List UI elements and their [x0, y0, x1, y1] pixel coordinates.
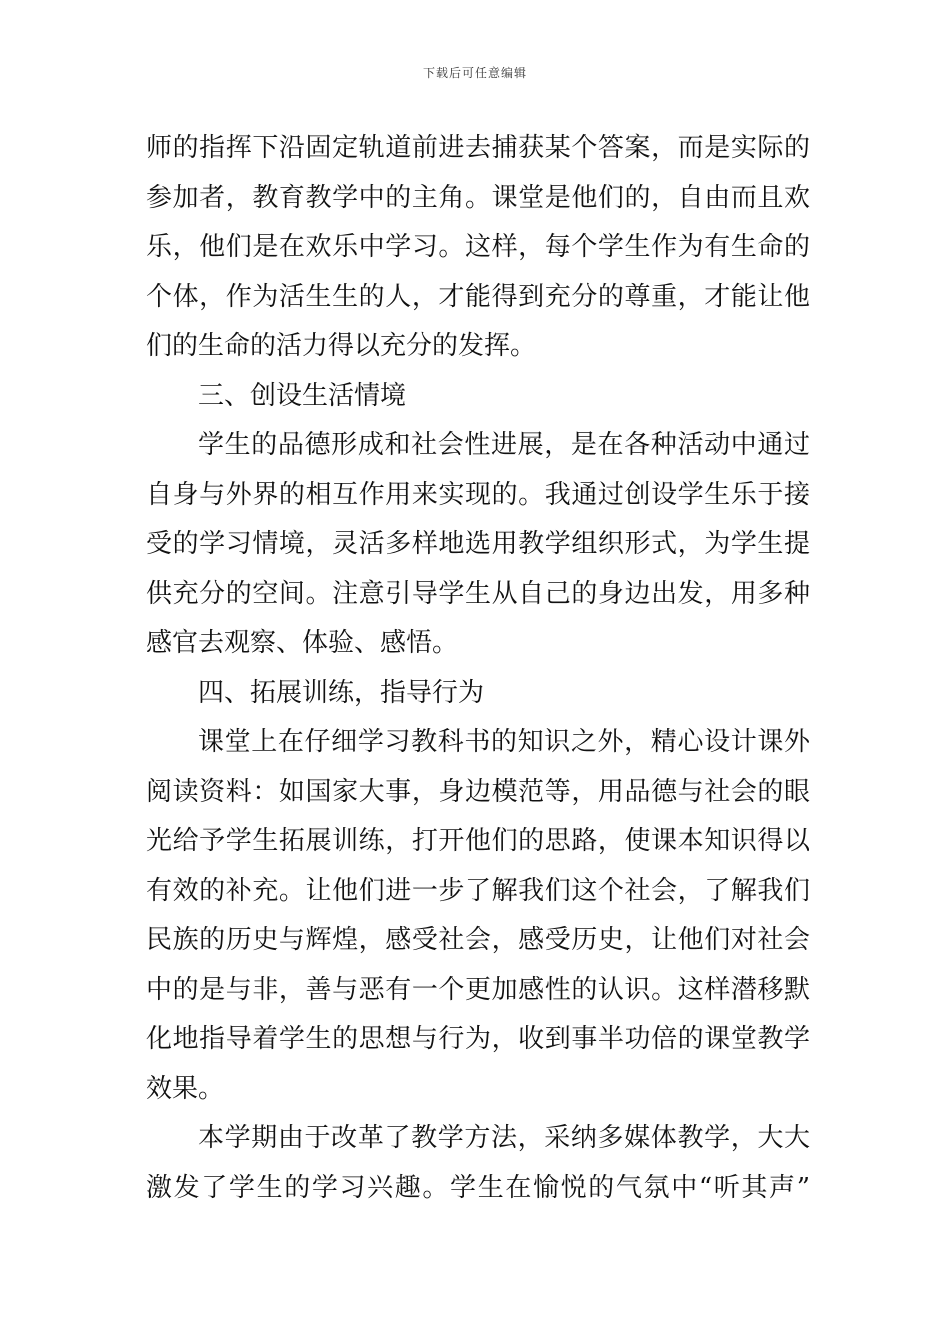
text-line: 感官去观察、体验、感悟。	[146, 628, 459, 658]
text-line: 有效的补充。让他们进一步了解我们这个社会，了解我们	[146, 875, 810, 906]
document-body	[146, 124, 810, 1213]
paragraph-first-line: 学生的品德形成和社会性进展，是在各种活动中通过	[198, 430, 810, 460]
text-line: 受的学习情境，灵活多样地选用教学组织形式，为学生提	[146, 529, 810, 559]
text-line: 们的生命的活力得以充分的发挥。	[146, 331, 537, 361]
section-heading: 三、创设生活情境	[198, 380, 407, 411]
text-line: 效果。	[146, 1073, 225, 1104]
text-line: 化地指导着学生的思想与行为，收到事半功倍的课堂教学	[146, 1024, 810, 1054]
text-line: 自身与外界的相互作用来实现的。我通过创设学生乐于接	[146, 479, 810, 510]
text-line: 民族的历史与辉煌，感受社会，感受历史，让他们对社会	[146, 925, 810, 955]
text-line: 激发了学生的学习兴趣。学生在愉悦的气氛中“听其声”	[146, 1172, 810, 1203]
paragraph-first-line: 课堂上在仔细学习教科书的知识之外，精心设计课外	[198, 727, 810, 757]
paragraph-first-line: 本学期由于改革了教学方法，采纳多媒体教学，大大	[198, 1123, 810, 1153]
section-heading: 四、拓展训练，指导行为	[198, 677, 485, 708]
text-line: 供充分的空间。注意引导学生从自己的身边出发，用多种	[146, 578, 810, 609]
text-line: 阅读资料：如国家大事，身边模范等，用品德与社会的眼	[146, 776, 810, 807]
text-line: 师的指挥下沿固定轨道前进去捕获某个答案，而是实际的	[146, 133, 810, 163]
text-line: 光给予学生拓展训练，打开他们的思路，使课本知识得以	[146, 826, 810, 856]
text-line: 中的是与非，善与恶有一个更加感性的认识。这样潜移默	[146, 974, 810, 1005]
text-line: 个体，作为活生生的人，才能得到充分的尊重，才能让他	[146, 281, 810, 312]
page-header: 下载后可任意编辑	[422, 66, 527, 80]
text-line: 乐，他们是在欢乐中学习。这样，每个学生作为有生命的	[146, 232, 810, 262]
text-line: 参加者，教育教学中的主角。课堂是他们的，自由而且欢	[146, 182, 810, 213]
